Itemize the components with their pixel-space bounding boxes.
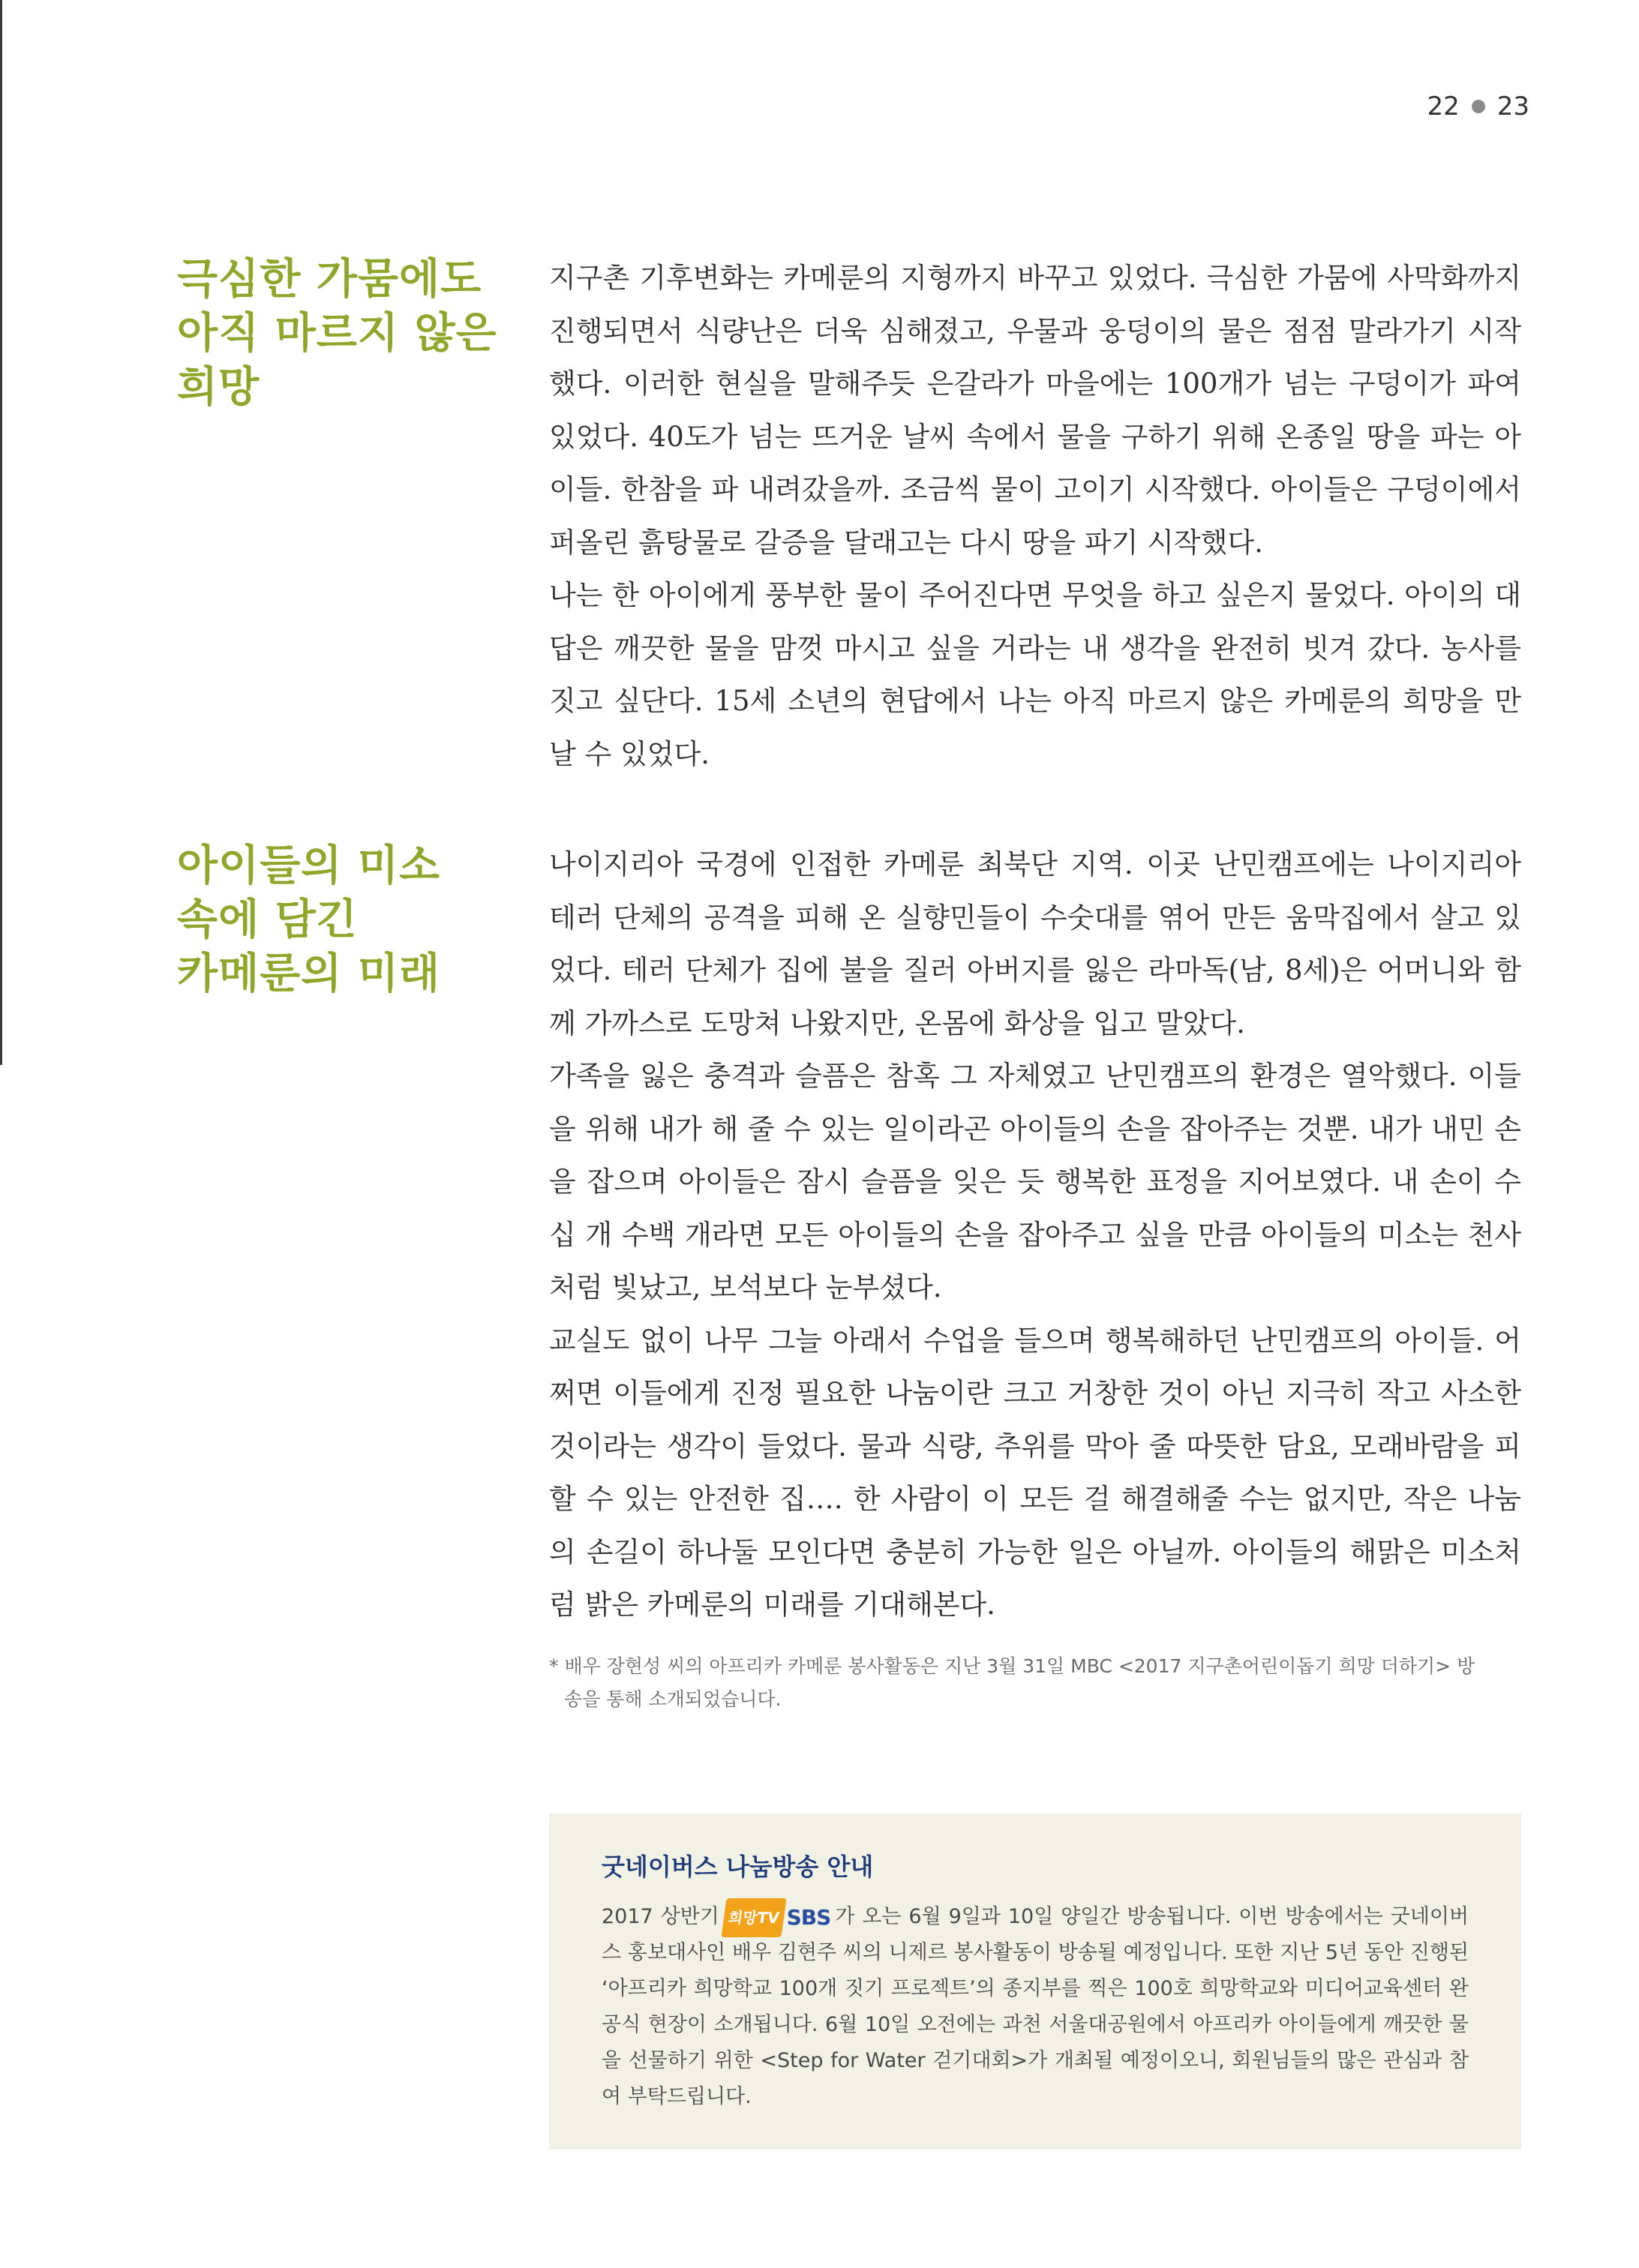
section-body bbox=[549, 252, 1521, 781]
broadcast-notice-box bbox=[549, 1814, 1521, 2150]
page-edge-rule bbox=[0, 0, 2, 1065]
heading-line: 희망 bbox=[177, 362, 260, 412]
footnote-line: * 배우 장현성 씨의 아프리카 카메룬 봉사활동은 지난 3월 31일 MBC <2017 지구촌어린이돕기 희망 더하기> 방 bbox=[549, 1655, 1475, 1677]
page-number-dot-icon bbox=[1472, 100, 1485, 113]
heading-line: 속에 담긴 bbox=[177, 895, 358, 944]
notice-text: 가 오는 6월 9일과 10일 양일간 방송됩니다. 이번 방송에서는 굿네이버스 홍보대사인 배우 김현주 씨의 니제르 봉사활동이 방송될 예정입니다. 또한 지난 5년 동안 진행된 ‘아프리카 희망학교 100개 짓기 프로젝트’의 종지부를 찍은 100호 희망학교와 미디어교육센터 완공식 현장이 소개됩니다. 6월 10일 오전에는 과천 서울대공원에서 아프리카 아이들에게 깨끗한 물을 선물하기 위한 <Step for Water 걷기대회>가 개최될 예정이오니, 회원님들의 많은 관심과 참여 부탁드립니다. bbox=[602, 1905, 1469, 2108]
page-number-right: 23 bbox=[1496, 92, 1529, 122]
section-body bbox=[549, 838, 1521, 1632]
body-paragraph: 교실도 없이 나무 그늘 아래서 수업을 들으며 행복해하던 난민캠프의 아이들. 어쩌면 이들에게 진정 필요한 나눔이란 크고 거창한 것이 아닌 지극히 작고 사소한 것이라는 생각이 들었다. 물과 식량, 추위를 막아 줄 따뜻한 담요, 모래바람을 피할 수 있는 안전한 집…. 한 사람이 이 모든 걸 해결해줄 수는 없지만, 작은 나눔의 손길이 하나둘 모인다면 충분히 가능한 일은 아닐까. 아이들의 해맑은 미소처럼 밝은 카메룬의 미래를 기대해본다. bbox=[549, 1324, 1521, 1621]
body-paragraph: 지구촌 기후변화는 카메룬의 지형까지 바꾸고 있었다. 극심한 가뭄에 사막화까지 진행되면서 식량난은 더욱 심해졌고, 우물과 웅덩이의 물은 점점 말라가기 시작했다. 이러한 현실을 말해주듯 은갈라가 마을에는 100개가 넘는 구덩이가 파여 있었다. 40도가 넘는 뜨거운 날씨 속에서 물을 구하기 위해 온종일 땅을 파는 아이들. 한참을 파 내려갔을까. 조금씩 물이 고이기 시작했다. 아이들은 구덩이에서 퍼올린 흙탕물로 갈증을 달래고는 다시 땅을 파기 시작했다. bbox=[549, 262, 1521, 559]
body-paragraph: 나이지리아 국경에 인접한 카메룬 최북단 지역. 이곳 난민캠프에는 나이지리아 테러 단체의 공격을 피해 온 실향민들이 수숫대를 엮어 만든 움막집에서 살고 있었다. 테러 단체가 집에 불을 질러 아버지를 잃은 라마독(남, 8세)은 어머니와 함께 가까스로 도망쳐 나왔지만, 온몸에 화상을 입고 말았다. bbox=[549, 848, 1521, 1040]
heading-line: 아이들의 미소 bbox=[177, 841, 441, 890]
heading-line: 극심한 가뭄에도 bbox=[177, 254, 482, 304]
notice-body bbox=[602, 1899, 1469, 2115]
page-number-left: 22 bbox=[1427, 92, 1460, 122]
hope-tv-sbs-logo bbox=[724, 1905, 830, 1930]
section-heading bbox=[177, 838, 522, 1000]
section-heading bbox=[177, 252, 522, 414]
logo-text: SBS bbox=[786, 1904, 831, 1930]
page-number bbox=[1427, 92, 1529, 122]
heading-line: 아직 마르지 않은 bbox=[177, 308, 497, 358]
body-paragraph: 나는 한 아이에게 풍부한 물이 주어진다면 무엇을 하고 싶은지 물었다. 아이의 대답은 깨끗한 물을 맘껏 마시고 싶을 거라는 내 생각을 완전히 빗겨 갔다. 농사를 짓고 싶단다. 15세 소년의 현답에서 나는 아직 마르지 않은 카메룬의 희망을 만날 수 있었다. bbox=[549, 579, 1521, 770]
logo-mark: 희망TV bbox=[721, 1898, 786, 1937]
footnote-line: 송을 통해 소개되었습니다. bbox=[564, 1688, 782, 1710]
notice-title: 굿네이버스 나눔방송 안내 bbox=[602, 1852, 874, 1881]
heading-line: 카메룬의 미래 bbox=[177, 949, 441, 998]
footnote bbox=[549, 1650, 1521, 1716]
body-paragraph: 가족을 잃은 충격과 슬픔은 참혹 그 자체였고 난민캠프의 환경은 열악했다. 이들을 위해 내가 해 줄 수 있는 일이라곤 아이들의 손을 잡아주는 것뿐. 내가 내민 손을 잡으며 아이들은 잠시 슬픔을 잊은 듯 행복한 표정을 지어보였다. 내 손이 수십 개 수백 개라면 모든 아이들의 손을 잡아주고 싶을 만큼 아이들의 미소는 천사처럼 빛났고, 보석보다 눈부셨다. bbox=[549, 1060, 1521, 1304]
notice-prefix: 2017 상반기 bbox=[602, 1905, 719, 1928]
